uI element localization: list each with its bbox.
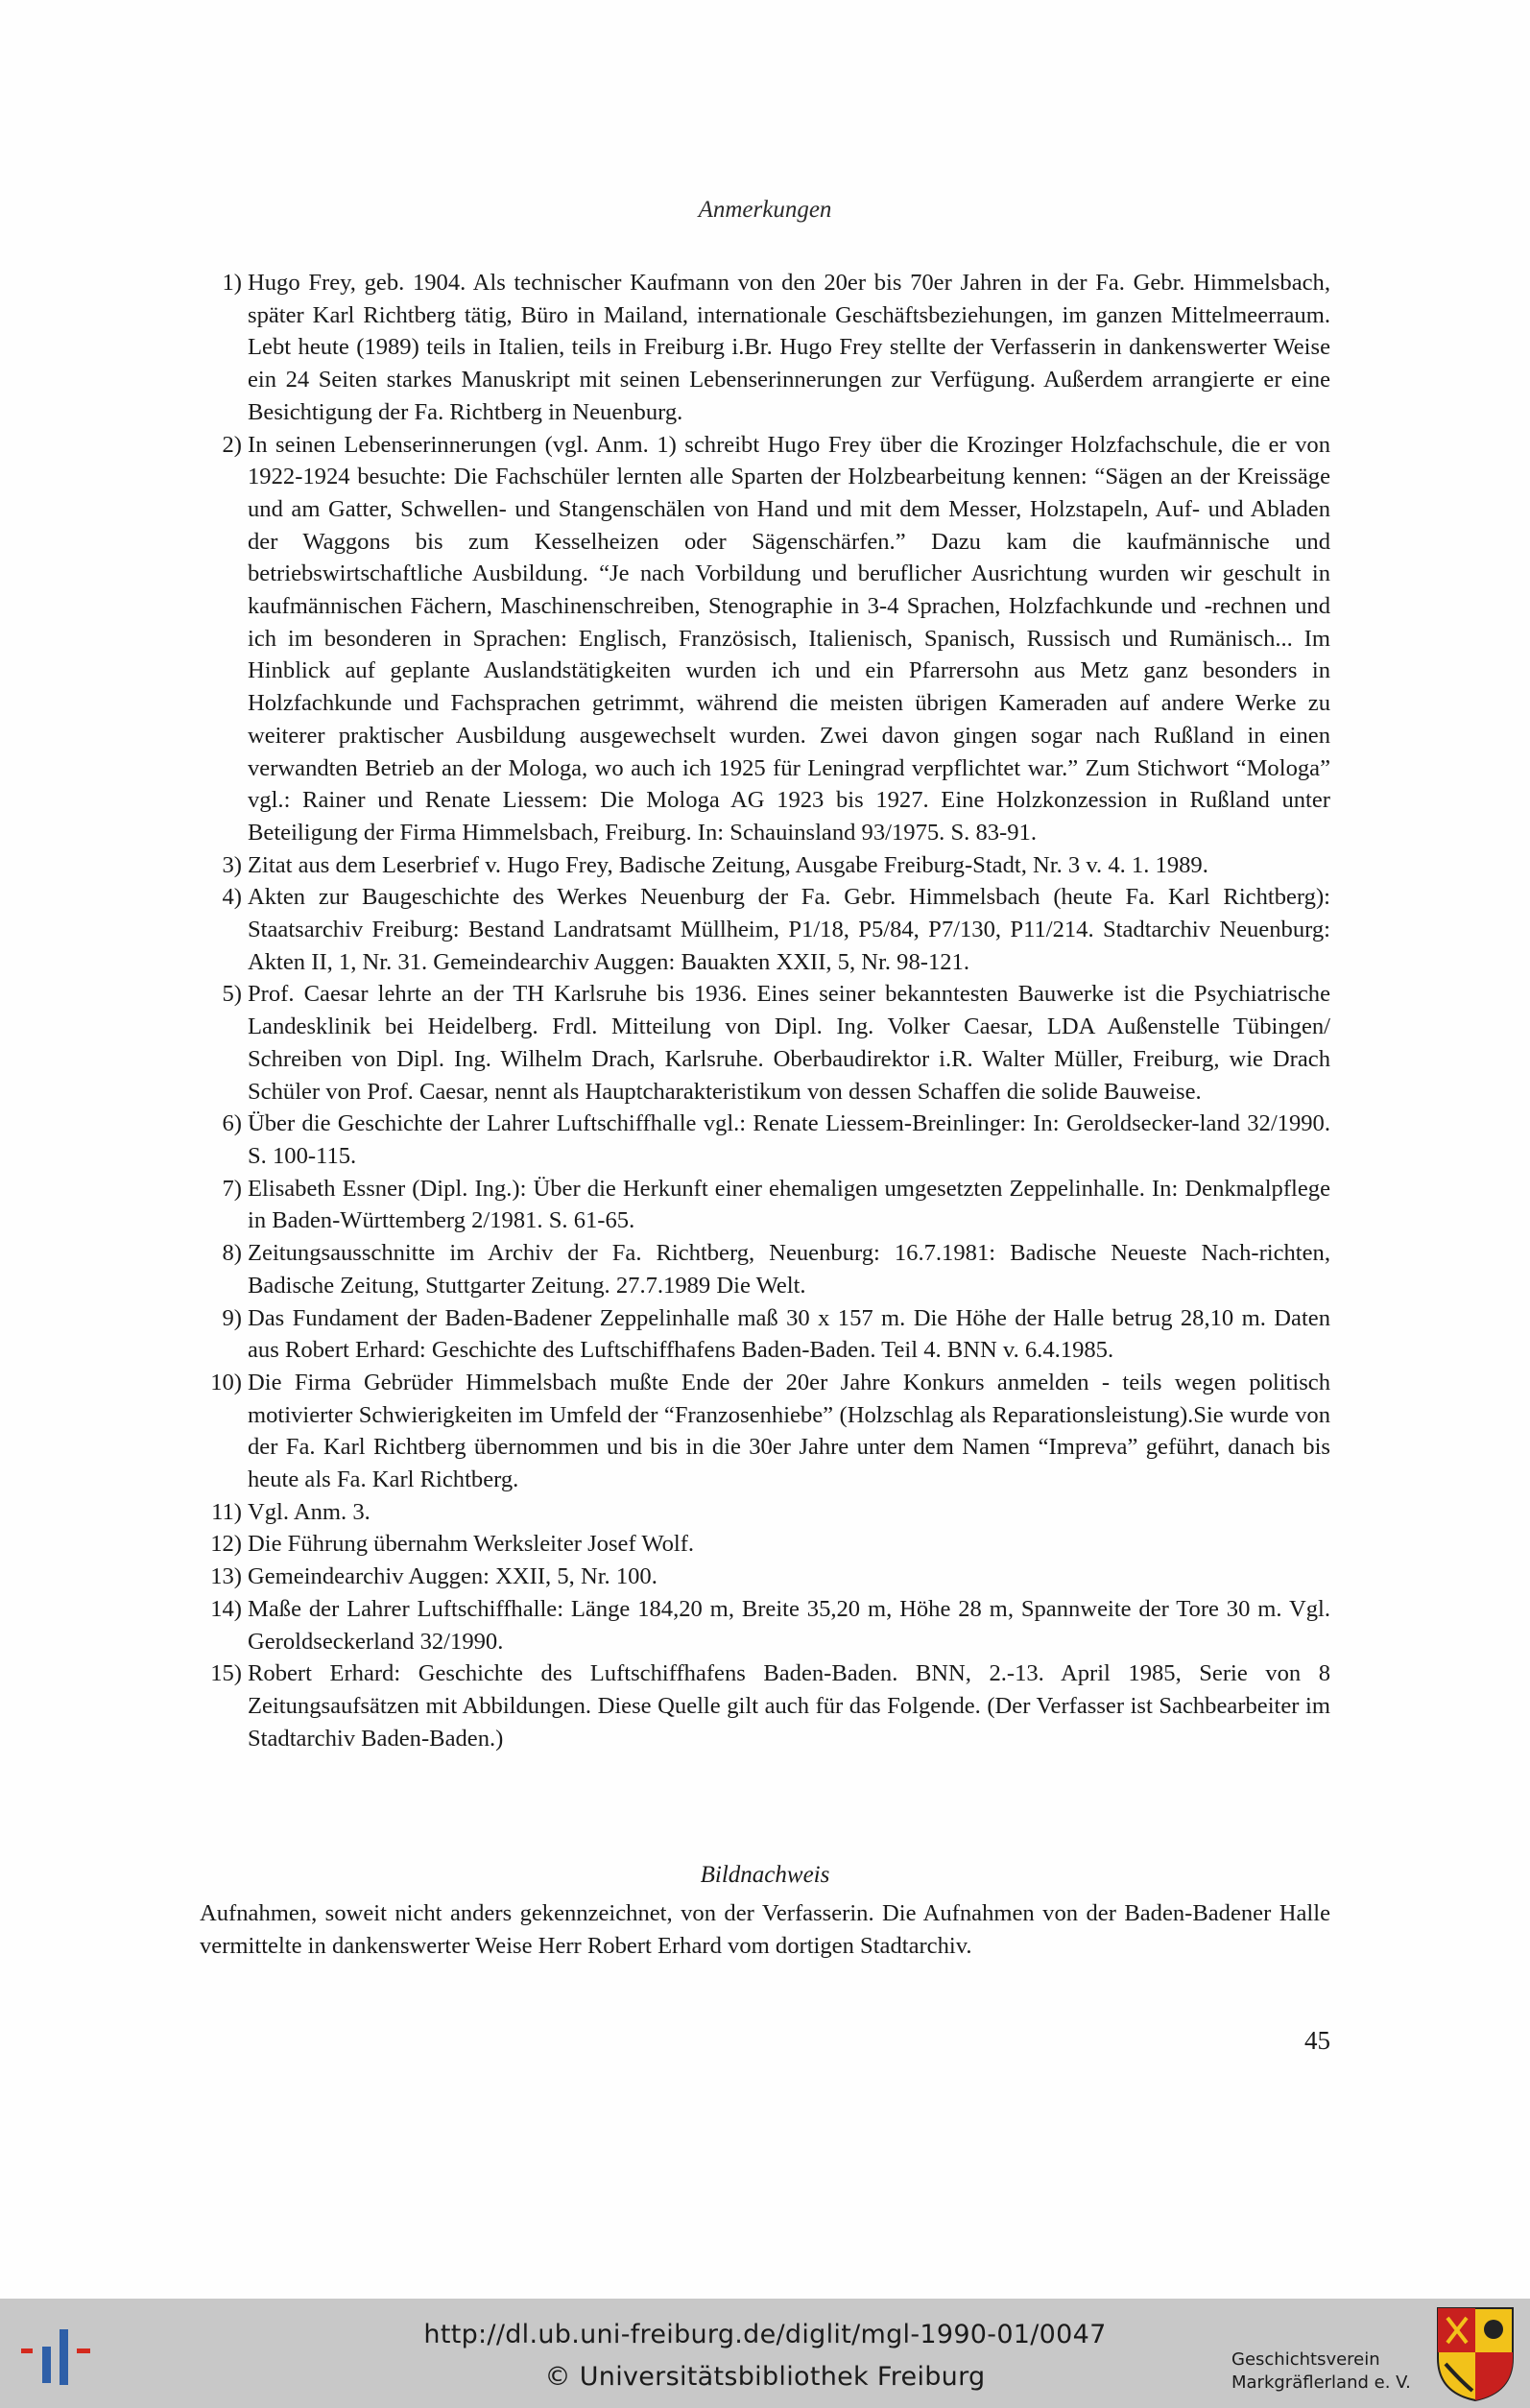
note-number: 3) <box>222 851 242 878</box>
note-number: 12) <box>210 1531 242 1558</box>
note-text: Zeitungsausschnitte im Archiv der Fa. Richtberg, Neuenburg: 16.7.1981: Badische Neueste Nach-richten, Badische Zeitung, Stuttgarter Zeitung. 27.7.1989 Die Welt. <box>248 1240 1330 1299</box>
note-number: 15) <box>210 1660 242 1687</box>
footer-copyright: © Universitätsbibliothek Freiburg <box>544 2362 986 2392</box>
note-item <box>198 1367 1330 1496</box>
note-number: 2) <box>222 431 242 458</box>
notes-list <box>198 267 1330 1754</box>
note-text: Das Fundament der Baden-Badener Zeppelinhalle maß 30 x 157 m. Die Höhe der Halle betrug 28,10 m. Daten aus Robert Erhard: Geschichte des Luftschiffhafens Baden-Baden. Teil 4. BNN v. 6.4.1985. <box>248 1304 1330 1364</box>
note-number: 4) <box>222 884 242 911</box>
note-number: 1) <box>222 270 242 296</box>
society-name-line1: Geschichtsverein <box>1231 2349 1380 2370</box>
note-item <box>198 1108 1330 1172</box>
note-text: Zitat aus dem Leserbrief v. Hugo Frey, Badische Zeitung, Ausgabe Freiburg-Stadt, Nr. 3 v. 4. 1. 1989. <box>248 851 1208 878</box>
credits-text: Aufnahmen, soweit nicht anders gekennzeichnet, von der Verfasserin. Die Aufnahmen von der Baden-Badener Halle vermittelte in dankenswerter Weise Herr Robert Erhard vom dortigen Stadtarchiv. <box>200 1900 1330 1959</box>
note-item <box>198 429 1330 849</box>
note-number: 8) <box>222 1240 242 1267</box>
note-item <box>198 1173 1330 1237</box>
note-item <box>198 849 1330 882</box>
note-text: Gemeindearchiv Auggen: XXII, 5, Nr. 100. <box>248 1563 657 1590</box>
note-text: Prof. Caesar lehrte an der TH Karlsruhe bis 1936. Eines seiner bekanntesten Bauwerke ist die Psychiatrische Landesklinik bei Heidelberg. Frdl. Mitteilung von Dipl. Ing. Volker Caesar, LDA Außenstelle Tübingen/ Schreiben von Dipl. Ing. Wilhelm Drach, Karlsruhe. Oberbaudirektor i.R. Walter Müller, Freiburg, wie Drach Schüler von Prof. Caesar, nennt als Hauptcharakteristikum von dessen Schaffen die solide Bauweise. <box>248 981 1330 1105</box>
running-head: Anmerkungen <box>698 197 832 223</box>
society-name <box>1231 2348 1411 2395</box>
note-item <box>198 1237 1330 1301</box>
footer-url[interactable]: http://dl.ub.uni-freiburg.de/diglit/mgl-1990-01/0047 <box>423 2320 1107 2349</box>
society-name-line2: Markgräflerland e. V. <box>1231 2372 1411 2393</box>
note-text: In seinen Lebenserinnerungen (vgl. Anm. 1) schreibt Hugo Frey über die Krozinger Holzfachschule, die er von 1922-1924 besuchte: Die Fachschüler lernten alle Sparten der Holzbearbeitung kennen: “Sägen an der Kreissäge und am Gatter, Schwellen- und Stangenschälen von Hand und mit dem Messer, Holzstapeln, Auf- und Abladen der Waggons bis zum Kesselheizen oder Sägenschärfen.” Dazu kam die kaufmännische und betriebswirtschaftliche Ausbildung. “Je nach Vorbildung und beruflicher Ausrichtung wurden wir geschult in kaufmännischen Fächern, Maschinenschreiben, Stenographie in 3-4 Sprachen, Holzfachkunde und -rechnen und ich im besonderen in Sprachen: Englisch, Französisch, Italienisch, Spanisch, Russisch und Rumänisch... Im Hinblick auf geplante Auslandstätigkeiten wurden ich und ein Pfarrersohn aus Metz ganz besonders in Holzfachkunde und Fachsprachen getrimmt, während die meisten übrigen Kameraden auf andere Werke zu weiterer praktischer Ausbildung ausgewechselt wurden. Zwei davon gingen sogar nach Rußland in einen verwandten Betrieb an der Mologa, wo auch ich 1925 für Leningrad verpflichtet war.” Zum Stichwort “Mologa” vgl.: Rainer und Renate Liessem: Die Mologa AG 1923 bis 1927. Eine Holzkonzession in Rußland unter Beteiligung der Firma Himmelsbach, Freiburg. In: Schauinsland 93/1975. S. 83-91. <box>248 431 1330 846</box>
note-number: 11) <box>211 1498 242 1525</box>
note-item <box>198 881 1330 978</box>
note-item <box>198 978 1330 1108</box>
note-text: Die Firma Gebrüder Himmelsbach mußte Ende der 20er Jahre Konkurs anmelden - teils wegen politisch motivierter Schwierigkeiten im Umfeld der “Franzosenhiebe” (Holzschlag als Reparationsleistung).Sie wurde von der Fa. Karl Richtberg übernommen und bis in die 30er Jahre unter dem Namen “Impreva” geführt, danach bis heute als Fa. Karl Richtberg. <box>248 1369 1330 1493</box>
note-item <box>198 1302 1330 1367</box>
note-item <box>198 267 1330 429</box>
note-text: Über die Geschichte der Lahrer Luftschiffhalle vgl.: Renate Liessem-Breinlinger: In: Geroldsecker-land 32/1990. S. 100-115. <box>248 1110 1330 1169</box>
society-crest-icon <box>1434 2304 1517 2402</box>
note-text: Die Führung übernahm Werksleiter Josef Wolf. <box>248 1531 695 1558</box>
note-item <box>198 1561 1330 1593</box>
note-number: 5) <box>222 981 242 1008</box>
page-number: 45 <box>1304 2026 1330 2055</box>
note-item <box>198 1657 1330 1754</box>
note-number: 10) <box>210 1369 242 1395</box>
note-text: Hugo Frey, geb. 1904. Als technischer Kaufmann von den 20er bis 70er Jahren in der Fa. Gebr. Himmelsbach, später Karl Richtberg tätig, Büro in Mailand, internationale Geschäftsbeziehungen, im ganzen Mittelmeerraum. Lebt heute (1989) teils in Italien, teils in Freiburg i.Br. Hugo Frey stellte der Verfasserin in dankenswerter Weise ein 24 Seiten starkes Manuskript mit seinen Lebenserinnerungen zur Verfügung. Außerdem arrangierte er eine Besichtigung der Fa. Richtberg in Neuenburg. <box>248 270 1330 425</box>
note-text: Maße der Lahrer Luftschiffhalle: Länge 184,20 m, Breite 35,20 m, Höhe 28 m, Spannweite der Tore 30 m. Vgl. Geroldseckerland 32/1990. <box>248 1595 1330 1655</box>
note-text: Robert Erhard: Geschichte des Luftschiffhafens Baden-Baden. BNN, 2.-13. April 1985, Serie von 8 Zeitungsaufsätzen mit Abbildungen. Diese Quelle gilt auch für das Folgende. (Der Verfasser ist Sachbearbeiter im Stadtarchiv Baden-Baden.) <box>248 1660 1330 1752</box>
credits-heading: Bildnachweis <box>700 1862 830 1888</box>
note-number: 9) <box>222 1304 242 1331</box>
footer-bar <box>0 2299 1530 2408</box>
note-item <box>198 1593 1330 1657</box>
note-number: 6) <box>222 1110 242 1137</box>
note-number: 14) <box>210 1595 242 1622</box>
note-item <box>198 1496 1330 1529</box>
note-text: Akten zur Baugeschichte des Werkes Neuenburg der Fa. Gebr. Himmelsbach (heute Fa. Karl Richtberg): Staatsarchiv Freiburg: Bestand Landratsamt Müllheim, P1/18, P5/84, P7/130, P11/214. Stadtarchiv Neuenburg: Akten II, 1, Nr. 31. Gemeindearchiv Auggen: Bauakten XXII, 5, Nr. 98-121. <box>248 884 1330 975</box>
note-number: 13) <box>210 1563 242 1590</box>
note-item <box>198 1528 1330 1561</box>
note-number: 7) <box>222 1175 242 1202</box>
note-text: Elisabeth Essner (Dipl. Ing.): Über die Herkunft einer ehemaligen umgesetzten Zeppelinhalle. In: Denkmalpflege in Baden-Württemberg 2/1981. S. 61-65. <box>248 1175 1330 1234</box>
note-text: Vgl. Anm. 3. <box>248 1498 371 1525</box>
